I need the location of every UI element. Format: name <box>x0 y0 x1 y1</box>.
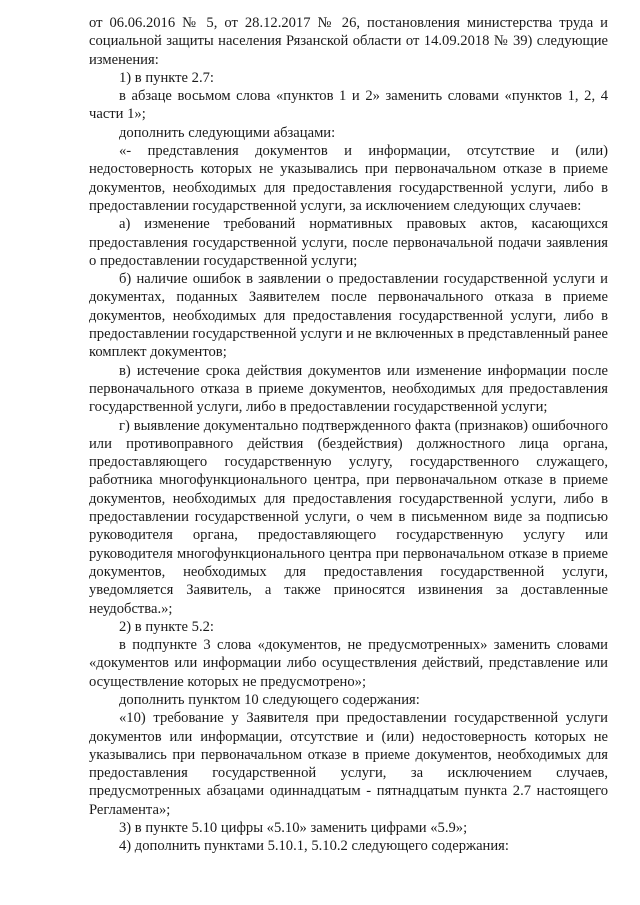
paragraph-item-1: 1) в пункте 2.7: <box>119 69 214 86</box>
paragraph-item-4: 4) дополнить пунктами 5.10.1, 5.10.2 следующего содержания: <box>119 838 509 855</box>
paragraph-add-abzacy: дополнить следующими абзацами: <box>119 124 336 141</box>
document-page <box>89 14 608 856</box>
paragraph-changes-intro: от 06.06.2016 № 5, от 28.12.2017 № 26, постановления министерства труда и социальной защиты населения Рязанской области от 14.09.2018 № 39) следующие изменения: <box>89 15 608 68</box>
paragraph-item-10-text: «10) требование у Заявителя при предоставлении государственной услуги документов или информации, отсутствие и (или) недостоверность которых не указывались при первоначальном отказе в приеме документов, необходимых для предоставления государственной услуги, за исключением случаев, предусмотренных абзацами одиннадцатым - пятнадцатым пункта 2.7 настоящего Регламента»; <box>89 710 608 818</box>
paragraph-sub-g: г) выявление документально подтвержденного факта (признаков) ошибочного или противоправного действия (бездействия) должностного лица органа, предоставляющего государственную услугу, государственного служащего, работника многофункционального центра, при первоначальном отказе в приеме документов, необходимых для предоставления государственной услуги, либо в предоставлении государственной услуги, о чем в письменном виде за подписью руководителя органа, предоставляющего государственную услугу или руководителя многофункционального центра при первоначальном отказе в приеме документов, необходимых для предоставления государственной услуги, уведомляется Заявитель, а также приносятся извинения за доставленные неудобства.»; <box>89 417 608 617</box>
paragraph-sub-b: б) наличие ошибок в заявлении о предоставлении государственной услуги и документах, поданных Заявителем после первоначального отказа в приеме документов, необходимых для предоставления государственной услуги, либо в предоставлении государственной услуги и не включенных в представленный ранее комплект документов; <box>89 271 608 361</box>
paragraph-abzac-8: в абзаце восьмом слова «пунктов 1 и 2» заменить словами «пунктов 1, 2, 4 части 1»; <box>89 88 608 123</box>
paragraph-sub-a: а) изменение требований нормативных правовых актов, касающихся предоставления государственной услуги, после первоначальной подачи заявления о предоставлении государственной услуги; <box>89 216 608 269</box>
paragraph-quote-start: «- представления документов и информации, отсутствие и (или) недостоверность которых не указывались при первоначальном отказе в приеме документов, необходимых для предоставления государственной услуги, либо в предоставлении государственной услуги, за исключением следующих случаев: <box>89 143 608 214</box>
paragraph-item-3: 3) в пункте 5.10 цифры «5.10» заменить цифрами «5.9»; <box>119 820 468 837</box>
paragraph-subitem-3: в подпункте 3 слова «документов, не предусмотренных» заменить словами «документов или информации либо осуществления действий, представление или осуществление которых не предусмотрено»; <box>89 637 608 690</box>
paragraph-sub-v: в) истечение срока действия документов или изменение информации после первоначального отказа в приеме документов, необходимых для предоставления государственной услуги, либо в предоставлении государственной услуги; <box>89 362 608 416</box>
paragraph-add-item-10: дополнить пунктом 10 следующего содержания: <box>119 691 420 708</box>
paragraph-item-2: 2) в пункте 5.2: <box>119 618 214 635</box>
